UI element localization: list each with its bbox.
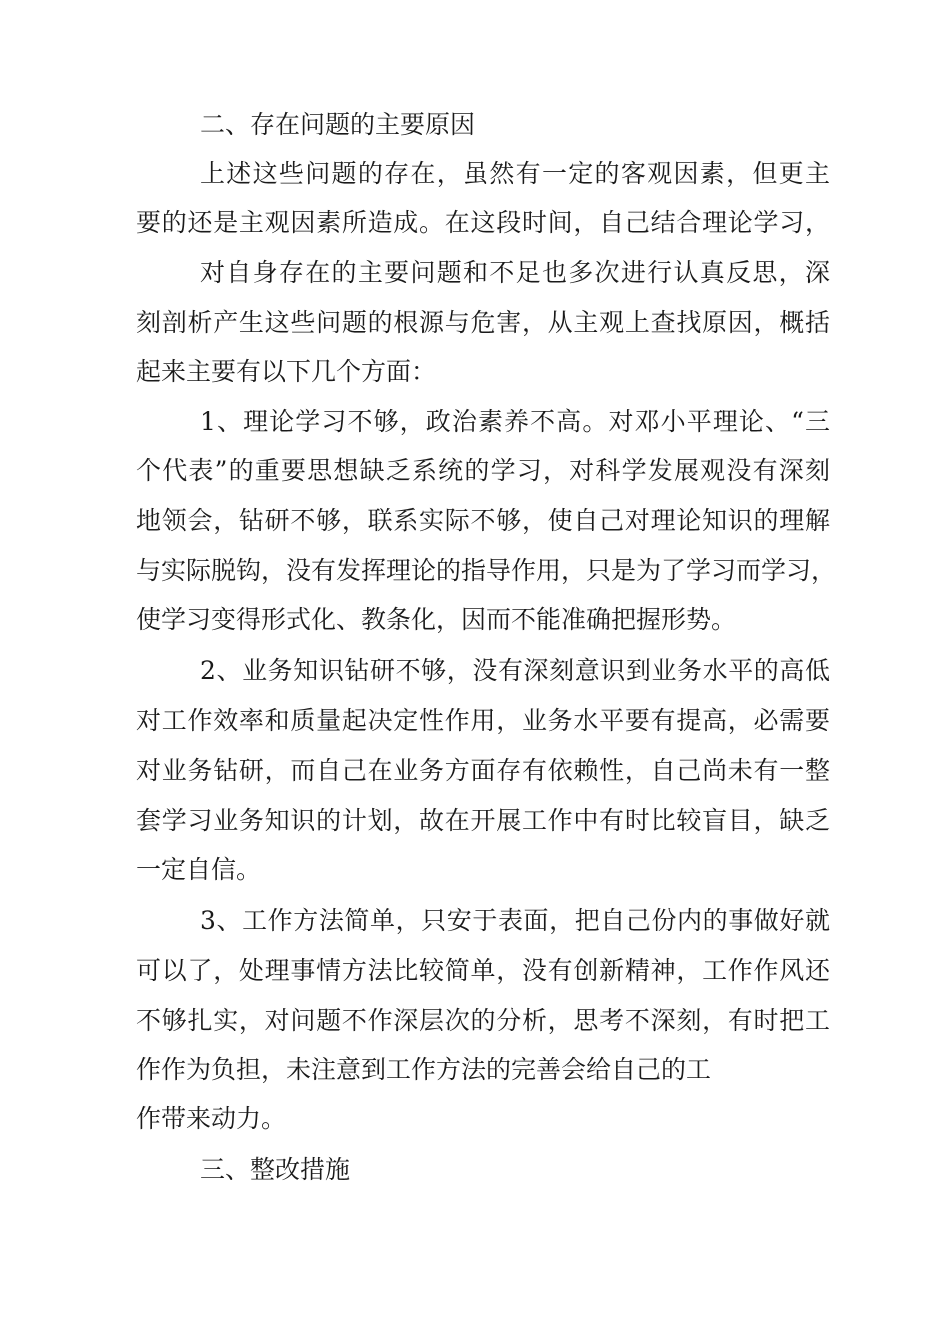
list-item-line: 3、工作方法简单，只安于表面，把自己份内的事做好就 bbox=[200, 906, 830, 935]
paragraph-line: 要的还是主观因素所造成。在这段时间，自己结合理论学习， bbox=[136, 208, 830, 237]
paragraph-line: 上述这些问题的存在，虽然有一定的客观因素，但更主 bbox=[200, 159, 830, 188]
list-item-line: 不够扎实，对问题不作深层次的分析，思考不深刻，有时把工 bbox=[136, 1006, 830, 1035]
list-item-line: 对工作效率和质量起决定性作用，业务水平要有提高，必需要 bbox=[136, 706, 830, 735]
list-item-line: 个代表”的重要思想缺乏系统的学习，对科学发展观没有深刻 bbox=[136, 456, 830, 485]
list-item-line: 可以了，处理事情方法比较简单，没有创新精神，工作作风还 bbox=[136, 956, 830, 985]
list-item-line: 使学习变得形式化、教条化，因而不能准确把握形势。 bbox=[136, 605, 737, 634]
list-item-line: 作带来动力。 bbox=[136, 1104, 287, 1133]
list-item-line: 对业务钻研，而自己在业务方面存有依赖性，自己尚未有一整 bbox=[136, 756, 830, 785]
paragraph-line: 起来主要有以下几个方面： bbox=[136, 357, 437, 386]
section-heading-measures: 三、整改措施 bbox=[200, 1155, 351, 1184]
list-item-line: 1、理论学习不够，政治素养不高。对邓小平理论、“三 bbox=[200, 407, 830, 436]
list-item-line: 与实际脱钩，没有发挥理论的指导作用，只是为了学习而学习， bbox=[136, 556, 837, 585]
list-item-line: 2、业务知识钻研不够，没有深刻意识到业务水平的高低 bbox=[200, 656, 830, 685]
list-item-line: 套学习业务知识的计划，故在开展工作中有时比较盲目，缺乏 bbox=[136, 806, 830, 835]
list-item-line: 地领会，钻研不够，联系实际不够，使自己对理论知识的理解 bbox=[136, 506, 830, 535]
paragraph-line: 刻剖析产生这些问题的根源与危害，从主观上查找原因，概括 bbox=[136, 308, 830, 337]
list-item-line: 作作为负担，未注意到工作方法的完善会给自己的工 bbox=[136, 1055, 712, 1084]
section-heading-causes: 二、存在问题的主要原因 bbox=[200, 110, 476, 139]
paragraph-line: 对自身存在的主要问题和不足也多次进行认真反思，深 bbox=[200, 258, 830, 287]
list-item-line: 一定自信。 bbox=[136, 855, 262, 884]
